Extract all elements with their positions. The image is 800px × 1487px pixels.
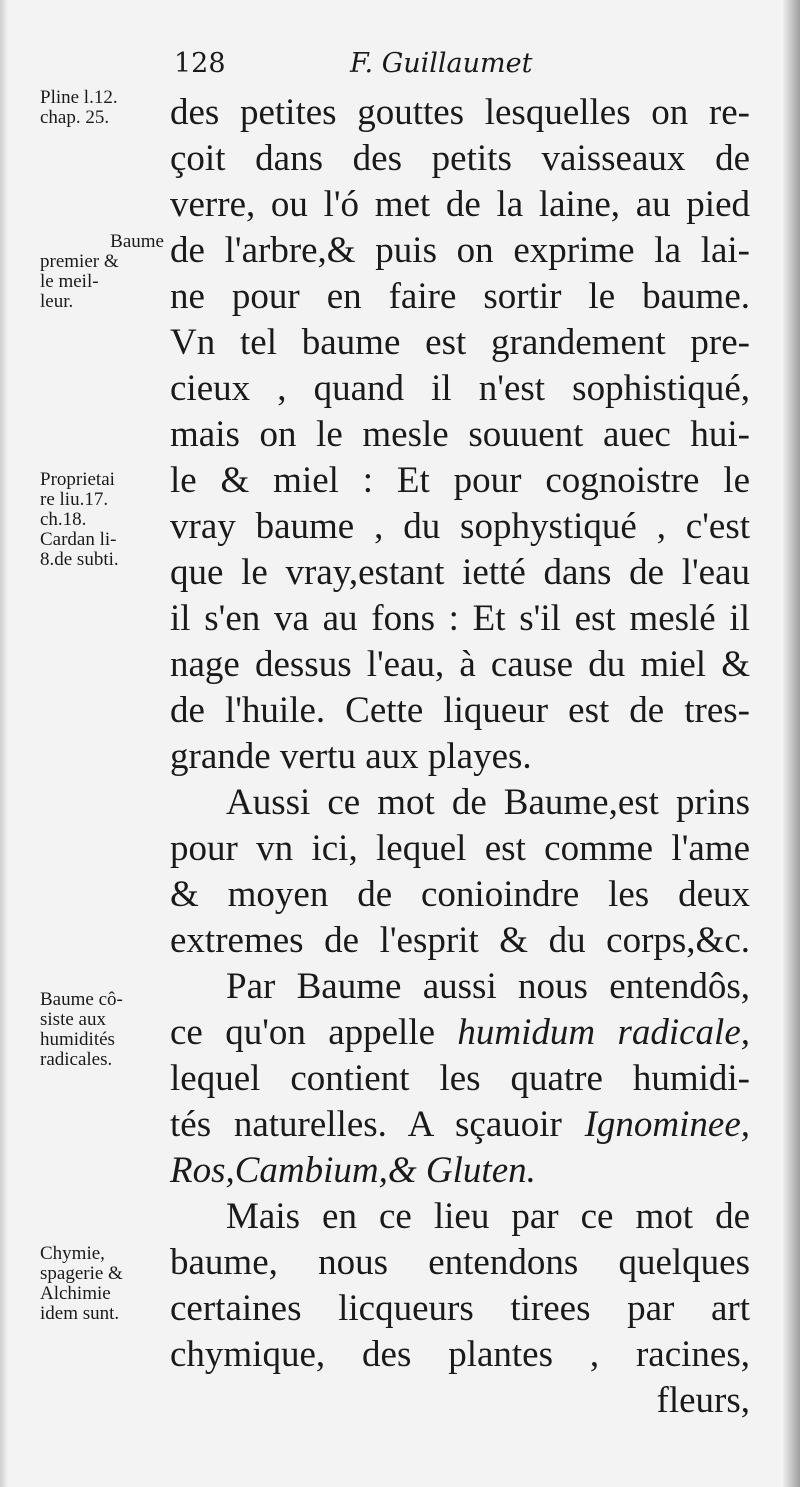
running-head: F. Guillaumet [350, 48, 533, 79]
text-line: pour vn ici, lequel est comme l'ame [170, 828, 750, 869]
text-line: grande vertu aux playes. [170, 736, 532, 777]
page-edge-shadow [0, 0, 8, 1487]
margin-note-line: idem sunt. [40, 1303, 120, 1324]
text-line: nage dessus l'eau, à cause du miel & [170, 644, 750, 685]
margin-note [40, 232, 164, 252]
margin-note-line: Proprietai [40, 469, 115, 490]
text-line: des petites gouttes lesquelles on re- [170, 92, 750, 133]
text-line: baume, nous entendons quelques [170, 1242, 750, 1283]
text-line: extremes de l'esprit & du corps,&c. [170, 920, 750, 961]
text-line: Par Baume aussi nous entendôs, [226, 966, 750, 1007]
margin-note-line: chap. 25. [40, 107, 110, 128]
margin-note-line: radicales. [40, 1049, 113, 1070]
text-line: vray baume , du sophystiqué , c'est [170, 506, 750, 547]
margin-note-line: Baume [110, 231, 164, 252]
text-line: certaines licqueurs tirees par art [170, 1288, 750, 1329]
text-line: cieux , quand il n'est sophistiqué, [170, 368, 750, 409]
running-header [170, 44, 620, 84]
text-line: le & miel : Et pour cognoistre le [170, 460, 750, 501]
text-line: çoit dans des petits vaisseaux de [170, 138, 750, 179]
text-line: Ros,Cambium,& Gluten. [170, 1150, 536, 1191]
margin-note-line: ch.18. [40, 509, 87, 530]
text-line [170, 1010, 750, 1056]
catchword: fleurs, [656, 1380, 750, 1421]
text-line: lequel contient les quatre humidi- [170, 1058, 750, 1099]
margin-note-line: 8.de subti. [40, 549, 119, 570]
italic-term: humidum radicale, [457, 1012, 750, 1053]
text-line: de l'arbre,& puis on exprime la lai- [170, 230, 750, 271]
body-text [170, 90, 750, 1424]
text-span: ce qu'on appelle [170, 1012, 436, 1053]
margin-note-line: Pline l.12. [40, 87, 118, 108]
text-line: chymique, des plantes , racines, [170, 1334, 750, 1375]
margin-note [40, 88, 168, 128]
text-line: verre, ou l'ó met de la laine, au pied [170, 184, 750, 225]
text-line: mais on le mesle souuent auec hui- [170, 414, 750, 455]
margin-note-line: leur. [40, 291, 74, 312]
margin-note [40, 252, 168, 312]
margin-note-line: premier & [40, 251, 119, 272]
text-line: que le vray,estant ietté dans de l'eau [170, 552, 750, 593]
margin-note-line: le meil- [40, 271, 99, 292]
text-line: Aussi ce mot de Baume,est prins [226, 782, 750, 823]
margin-note-line: Chymie, [40, 1243, 105, 1264]
text-span: tés naturelles. A sçauoir [170, 1104, 562, 1145]
text-line: il s'en va au fons : Et s'il est meslé il [170, 598, 750, 639]
text-line: de l'huile. Cette liqueur est de tres- [170, 690, 750, 731]
text-line: ne pour en faire sortir le baume. [170, 276, 750, 317]
margin-note [40, 990, 168, 1070]
margin-note-line: Cardan li- [40, 529, 117, 550]
text-line: Mais en ce lieu par ce mot de [226, 1196, 750, 1237]
text-line: Vn tel baume est grandement pre- [170, 322, 750, 363]
margin-note-line: Alchimie [40, 1283, 111, 1304]
margin-note [40, 470, 168, 570]
text-line: & moyen de conioindre les deux [170, 874, 750, 915]
text-line [170, 1102, 750, 1148]
italic-term: Ignominee, [584, 1104, 750, 1145]
margin-note-line: spagerie & [40, 1263, 123, 1284]
margin-note-line: siste aux [40, 1009, 106, 1030]
margin-note-line: humidités [40, 1029, 115, 1050]
margin-note-line: Baume cô- [40, 989, 123, 1010]
margin-note-line: re liu.17. [40, 489, 109, 510]
page-number: 128 [174, 48, 226, 79]
spine-shadow [782, 0, 800, 1487]
margin-note [40, 1244, 168, 1324]
